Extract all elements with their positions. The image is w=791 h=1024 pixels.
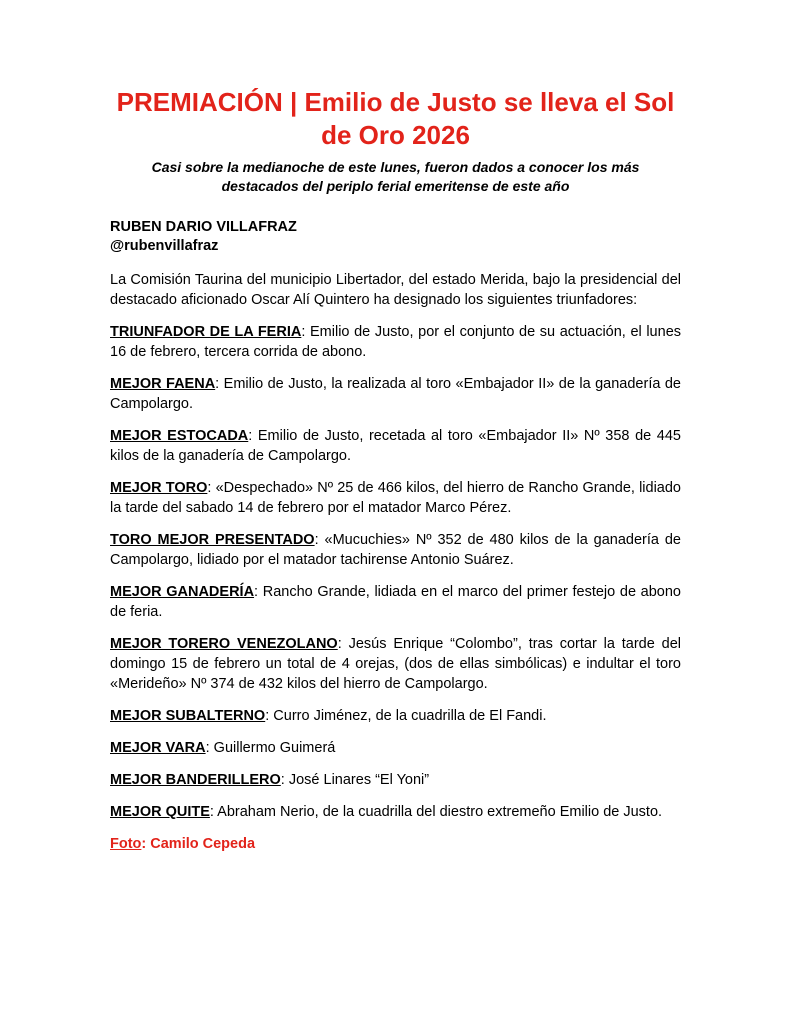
award-label: MEJOR BANDERILLERO [110,772,281,788]
award-separator: : [314,532,325,548]
byline [110,218,681,256]
intro-paragraph: La Comisión Taurina del municipio Libertador, del estado Merida, bajo la presidencial del destacado aficionado Oscar Alí Quintero ha designado los siguientes triunfadores: [110,272,681,308]
award-item-mejor-banderillero [110,770,681,790]
award-separator: : [337,636,349,652]
award-item-mejor-subalterno [110,706,681,726]
author-handle: @rubenvillafraz [110,238,219,254]
award-item-toro-mejor-presentado [110,530,681,570]
award-item-mejor-faena [110,374,681,414]
award-text: Curro Jiménez, de la cuadrilla de El Fandi. [273,708,547,724]
award-item-mejor-ganaderia [110,582,681,622]
award-separator: : [265,708,274,724]
photo-credit-label: Foto [110,836,142,852]
award-text: «Despechado» Nº 25 de 466 kilos, del hierro de Rancho Grande, lidiado la tarde del sabado 14 de febrero por el matador Marco Pérez. [110,480,682,516]
article-title: PREMIACIÓN | Emilio de Justo se lleva el Sol de Oro 2026 [116,87,675,150]
award-separator: : [280,772,289,788]
photo-credit [110,834,681,854]
award-text: Jesús Enrique “Colombo”, tras cortar la tarde del domingo 15 de febrero un total de 4 orejas, (dos de ellas simbólicas) e indultar el toro «Merideño» Nº 374 de 432 kilos del hierro de Campolargo. [110,636,681,692]
award-label: MEJOR SUBALTERNO [110,708,266,724]
article-subtitle: Casi sobre la medianoche de este lunes, fueron dados a conocer los más destacados del periplo ferial emeritense de este año [151,159,640,194]
award-item-mejor-torero-venezolano [110,634,681,694]
award-text: Emilio de Justo, recetada al toro «Embajador II» Nº 358 de 445 kilos de la ganadería de Campolargo. [110,428,681,464]
award-label: MEJOR TORERO VENEZOLANO [110,636,338,652]
award-text: Emilio de Justo, la realizada al toro «Embajador II» de la ganadería de Campolargo. [110,376,681,412]
author-name: RUBEN DARIO VILLAFRAZ [110,219,297,235]
award-label: MEJOR TORO [110,480,208,496]
award-label: MEJOR QUITE [110,804,210,820]
award-separator: : [301,324,310,340]
award-text: Guillermo Guimerá [213,740,336,756]
award-text: José Linares “El Yoni” [288,772,430,788]
award-separator: : [248,428,258,444]
photo-credit-separator: : [141,836,151,852]
award-label: MEJOR VARA [110,740,206,756]
award-separator: : [254,584,263,600]
award-text: «Mucuchies» Nº 352 de 480 kilos de la ganadería de Campolargo, lidiado por el matador tachirense Antonio Suárez. [110,532,681,568]
award-item-mejor-toro [110,478,681,518]
award-item-mejor-quite [110,802,681,822]
award-separator: : [207,480,216,496]
photo-credit-text: Camilo Cepeda [150,836,256,852]
award-text: Abraham Nerio, de la cuadrilla del diestro extremeño Emilio de Justo. [217,804,663,820]
award-label: MEJOR ESTOCADA [110,428,249,444]
award-label: MEJOR GANADERÍA [110,584,255,600]
award-item-triunfador [110,322,681,362]
award-separator: : [209,804,218,820]
award-label: TORO MEJOR PRESENTADO [110,532,315,548]
award-text: Rancho Grande, lidiada en el marco del primer festejo de abono de feria. [110,584,682,620]
award-separator: : [205,740,214,756]
award-label: MEJOR FAENA [110,376,216,392]
award-item-mejor-estocada [110,426,681,466]
award-item-mejor-vara [110,738,681,758]
award-text: Emilio de Justo, por el conjunto de su actuación, el lunes 16 de febrero, tercera corrida de abono. [110,324,682,360]
award-separator: : [215,376,224,392]
award-label: TRIUNFADOR DE LA FERIA [110,324,302,340]
